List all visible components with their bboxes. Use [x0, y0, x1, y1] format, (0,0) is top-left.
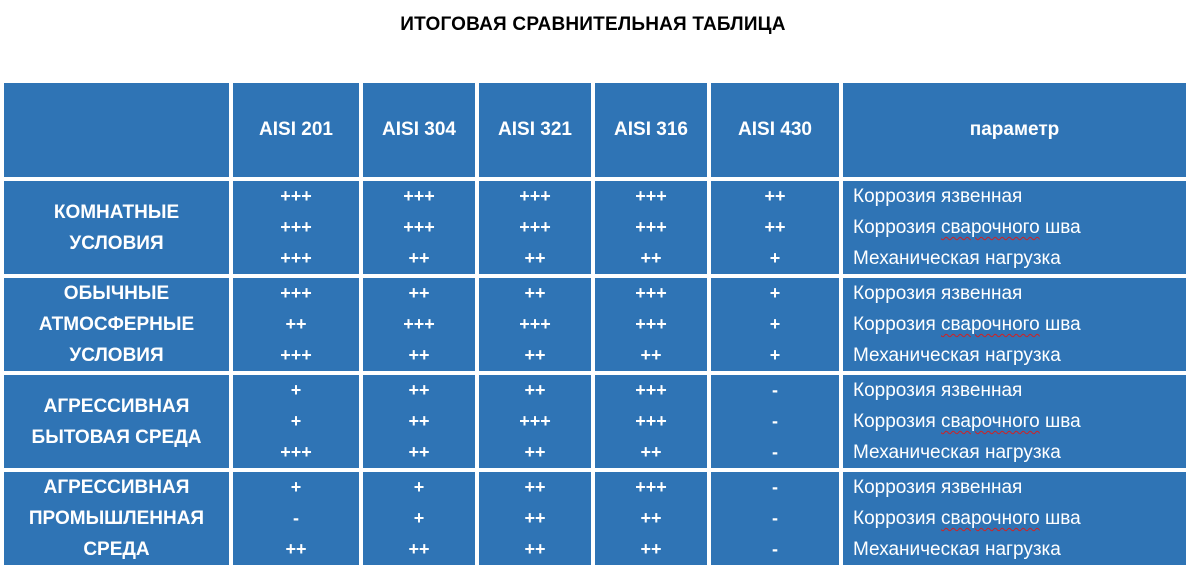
rating-value: +++: [519, 411, 551, 431]
condition-label: ОБЫЧНЫЕ АТМОСФЕРНЫЕ УСЛОВИЯ: [4, 278, 229, 371]
rating-cell: [595, 181, 707, 274]
rating-value: ++: [524, 508, 546, 528]
spellcheck-word: сварочного: [941, 217, 1040, 238]
rating-value: -: [293, 508, 299, 528]
rating-value: +++: [635, 477, 667, 497]
page-title: ИТОГОВАЯ СРАВНИТЕЛЬНАЯ ТАБЛИЦА: [400, 14, 786, 35]
rating-value: ++: [524, 248, 546, 268]
parameter-cell: [843, 375, 1186, 468]
rating-value: -: [772, 477, 778, 497]
rating-value: ++: [524, 442, 546, 462]
rating-cell: [595, 472, 707, 565]
parameter-text: Коррозия язвенная: [853, 186, 1023, 207]
parameter-text: Коррозия: [853, 217, 942, 238]
rating-value: +++: [519, 186, 551, 206]
rating-value: +++: [635, 283, 667, 303]
parameter-label: [843, 212, 1186, 243]
rating-value: ++: [764, 217, 786, 237]
header-grade: AISI 321: [479, 83, 591, 177]
rating-value: +: [413, 477, 425, 497]
parameter-label: [843, 181, 1186, 212]
condition-label: КОМНАТНЫЕ УСЛОВИЯ: [4, 181, 229, 274]
parameter-label: [843, 340, 1186, 371]
rating-value: +++: [403, 186, 435, 206]
table-row: [4, 375, 1186, 468]
table-row: [4, 472, 1186, 565]
rating-value: ++: [408, 248, 430, 268]
table-body: [4, 181, 1186, 565]
rating-value: +: [290, 411, 302, 431]
parameter-text: Механическая нагрузка: [853, 248, 1061, 269]
parameter-cell: [843, 181, 1186, 274]
rating-cell: [363, 278, 475, 371]
parameter-text: Коррозия язвенная: [853, 477, 1023, 498]
rating-value: ++: [408, 539, 430, 559]
rating-value: +++: [635, 217, 667, 237]
rating-cell: [595, 375, 707, 468]
rating-cell: [233, 472, 359, 565]
rating-value: ++: [408, 442, 430, 462]
rating-cell: [479, 472, 591, 565]
rating-cell: [363, 472, 475, 565]
comparison-table: [0, 79, 1186, 569]
rating-value: ++: [408, 380, 430, 400]
rating-cell: [363, 181, 475, 274]
parameter-text: Механическая нагрузка: [853, 539, 1061, 560]
parameter-label: [843, 503, 1186, 534]
parameter-text: Механическая нагрузка: [853, 345, 1061, 366]
rating-value: +++: [280, 345, 312, 365]
rating-cell: [711, 472, 839, 565]
rating-cell: [711, 375, 839, 468]
rating-value: +: [769, 314, 781, 334]
spellcheck-word: сварочного: [941, 314, 1040, 335]
header-row: [4, 83, 1186, 177]
rating-cell: [595, 278, 707, 371]
rating-value: +: [290, 380, 302, 400]
rating-value: +++: [519, 217, 551, 237]
rating-value: ++: [285, 539, 307, 559]
rating-value: ++: [764, 186, 786, 206]
rating-value: +: [413, 508, 425, 528]
rating-value: ++: [640, 442, 662, 462]
rating-value: ++: [640, 539, 662, 559]
parameter-text: шва: [1039, 508, 1081, 529]
rating-cell: [479, 278, 591, 371]
rating-value: -: [772, 380, 778, 400]
rating-value: +: [769, 248, 781, 268]
header-parameter: параметр: [843, 83, 1186, 177]
rating-value: +++: [635, 380, 667, 400]
rating-value: ++: [640, 508, 662, 528]
table-row: [4, 181, 1186, 274]
rating-value: ++: [524, 477, 546, 497]
header-grade: AISI 201: [233, 83, 359, 177]
rating-value: -: [772, 411, 778, 431]
rating-value: -: [772, 508, 778, 528]
parameter-label: [843, 437, 1186, 468]
parameter-label: [843, 309, 1186, 340]
rating-value: +++: [635, 314, 667, 334]
rating-value: ++: [408, 411, 430, 431]
parameter-label: [843, 278, 1186, 309]
rating-value: +++: [519, 314, 551, 334]
header-grade: AISI 304: [363, 83, 475, 177]
rating-value: ++: [285, 314, 307, 334]
parameter-label: [843, 375, 1186, 406]
parameter-label: [843, 534, 1186, 565]
rating-cell: [233, 375, 359, 468]
rating-value: ++: [524, 345, 546, 365]
parameter-text: Коррозия: [853, 508, 942, 529]
condition-label: АГРЕССИВНАЯ ПРОМЫШЛЕННАЯ СРЕДА: [4, 472, 229, 565]
parameter-text: Механическая нагрузка: [853, 442, 1061, 463]
condition-label: АГРЕССИВНАЯ БЫТОВАЯ СРЕДА: [4, 375, 229, 468]
parameter-text: шва: [1039, 217, 1081, 238]
parameter-label: [843, 472, 1186, 503]
rating-value: +: [290, 477, 302, 497]
rating-cell: [711, 278, 839, 371]
rating-value: -: [772, 539, 778, 559]
rating-value: +++: [280, 217, 312, 237]
parameter-cell: [843, 472, 1186, 565]
rating-value: +: [769, 345, 781, 365]
header-grade: AISI 430: [711, 83, 839, 177]
parameter-text: Коррозия: [853, 411, 942, 432]
rating-value: +++: [280, 442, 312, 462]
rating-value: ++: [524, 380, 546, 400]
rating-value: +++: [403, 217, 435, 237]
rating-value: +++: [280, 186, 312, 206]
rating-cell: [233, 181, 359, 274]
table-row: [4, 278, 1186, 371]
parameter-text: Коррозия язвенная: [853, 283, 1023, 304]
rating-value: ++: [640, 248, 662, 268]
rating-value: +++: [280, 248, 312, 268]
rating-value: ++: [408, 345, 430, 365]
rating-value: +++: [280, 283, 312, 303]
rating-cell: [479, 375, 591, 468]
rating-value: ++: [524, 283, 546, 303]
rating-cell: [233, 278, 359, 371]
rating-cell: [479, 181, 591, 274]
header-grade: AISI 316: [595, 83, 707, 177]
rating-value: ++: [640, 345, 662, 365]
spellcheck-word: сварочного: [941, 411, 1040, 432]
parameter-text: Коррозия: [853, 314, 942, 335]
rating-value: ++: [524, 539, 546, 559]
spellcheck-word: сварочного: [941, 508, 1040, 529]
parameter-text: Коррозия язвенная: [853, 380, 1023, 401]
parameter-cell: [843, 278, 1186, 371]
parameter-label: [843, 243, 1186, 274]
rating-value: +: [769, 283, 781, 303]
header-corner: [4, 83, 229, 177]
rating-value: ++: [408, 283, 430, 303]
parameter-text: шва: [1039, 314, 1081, 335]
rating-value: -: [772, 442, 778, 462]
parameter-label: [843, 406, 1186, 437]
rating-value: +++: [635, 186, 667, 206]
rating-value: +++: [403, 314, 435, 334]
rating-cell: [363, 375, 475, 468]
parameter-text: шва: [1039, 411, 1081, 432]
rating-value: +++: [635, 411, 667, 431]
rating-cell: [711, 181, 839, 274]
